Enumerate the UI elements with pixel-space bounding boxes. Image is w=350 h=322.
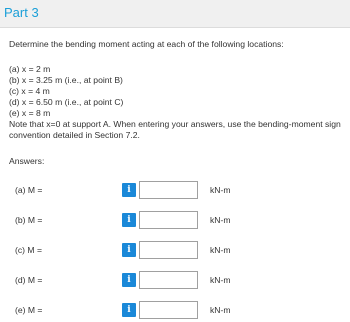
- question-content: [0, 28, 350, 319]
- answer-input-a[interactable]: [139, 181, 198, 199]
- answer-label-b: (b) M =: [15, 215, 43, 225]
- location-item-c: (c) x = 4 m: [9, 86, 50, 96]
- info-icon[interactable]: i: [122, 273, 136, 287]
- info-icon[interactable]: i: [122, 243, 136, 257]
- answer-label-a: (a) M =: [15, 185, 43, 195]
- unit-label-b: kN-m: [210, 215, 231, 225]
- answer-row-e: [9, 301, 350, 319]
- location-item-e: (e) x = 8 m: [9, 108, 51, 118]
- answer-row-a: [9, 181, 350, 199]
- answer-row-d: [9, 271, 350, 289]
- answer-label-e: (e) M =: [15, 305, 43, 315]
- unit-label-e: kN-m: [210, 305, 231, 315]
- sign-convention-note: Note that x=0 at support A. When entering your answers, use the bending-moment sign convention detailed in Section 7.2.: [9, 119, 341, 140]
- location-list: [9, 64, 350, 119]
- unit-label-d: kN-m: [210, 275, 231, 285]
- answer-input-c[interactable]: [139, 241, 198, 259]
- answer-input-b[interactable]: [139, 211, 198, 229]
- unit-label-a: kN-m: [210, 185, 231, 195]
- location-item-a: (a) x = 2 m: [9, 64, 51, 74]
- unit-label-c: kN-m: [210, 245, 231, 255]
- answer-input-e[interactable]: [139, 301, 198, 319]
- answer-label-c: (c) M =: [15, 245, 42, 255]
- answer-input-d[interactable]: [139, 271, 198, 289]
- info-icon[interactable]: i: [122, 183, 136, 197]
- info-icon[interactable]: i: [122, 213, 136, 227]
- answers-label: Answers:: [9, 156, 45, 166]
- answer-row-b: [9, 211, 350, 229]
- info-icon[interactable]: i: [122, 303, 136, 317]
- question-prompt: Determine the bending moment acting at each of the following locations:: [9, 39, 284, 49]
- location-item-d: (d) x = 6.50 m (i.e., at point C): [9, 97, 124, 107]
- part-title: Part 3: [4, 5, 39, 20]
- location-item-b: (b) x = 3.25 m (i.e., at point B): [9, 75, 123, 85]
- answer-row-c: [9, 241, 350, 259]
- answer-label-d: (d) M =: [15, 275, 43, 285]
- part-header: [0, 0, 350, 28]
